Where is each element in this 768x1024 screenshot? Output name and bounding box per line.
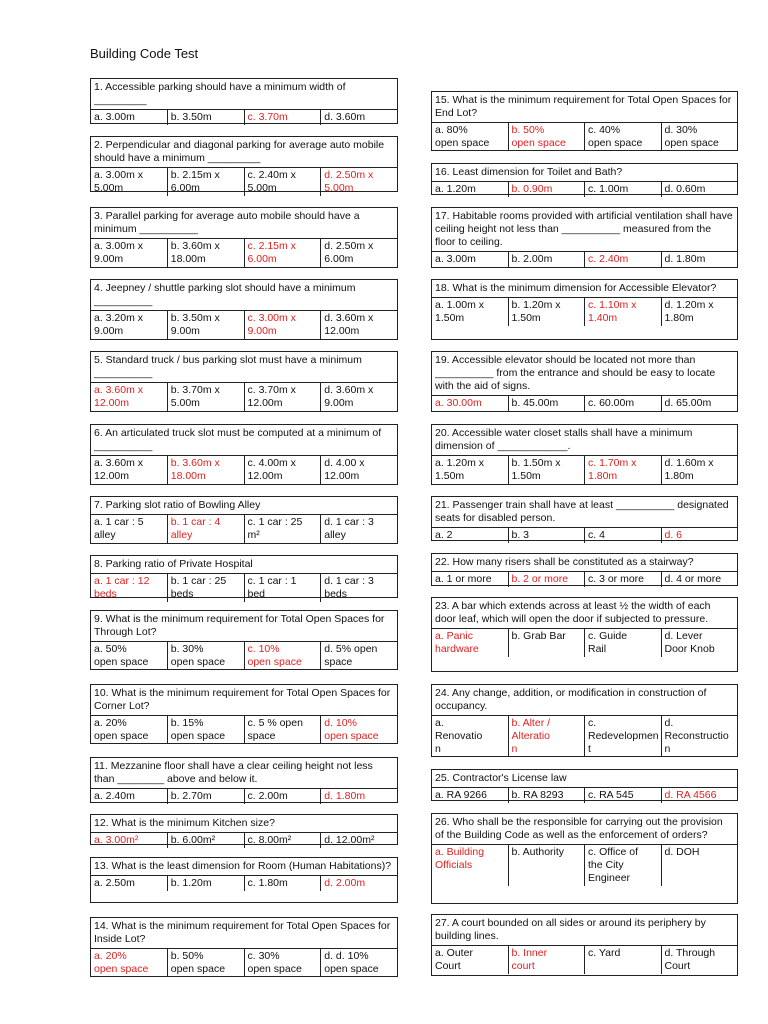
answer-option: d. RA 4566: [661, 788, 738, 803]
question-13: [90, 857, 398, 903]
option: c. 5 % open space: [244, 716, 321, 744]
option: b. 15% open space: [167, 716, 244, 744]
option: b. 50% open space: [167, 949, 244, 977]
question-text: 26. Who shall be the responsible for carrying out the provision of the Building Code as well as the enforcement of orders?: [432, 814, 737, 845]
option: c. Office of the City Engineer: [584, 845, 661, 886]
question-text: 18. What is the minimum dimension for Accessible Elevator?: [432, 280, 737, 298]
option: b. 3.50m: [167, 110, 244, 125]
answer-option: b. Alter / Alteratio n: [508, 716, 585, 757]
option: d. 1 car : 3 alley: [320, 515, 397, 543]
option: c. 8.00m²: [244, 833, 321, 848]
answer-option: a. 20% open space: [94, 950, 149, 975]
option: b. 1.20m: [167, 876, 244, 891]
question-16: [431, 163, 738, 195]
option: b. Grab Bar: [508, 629, 585, 657]
question-5: [90, 351, 398, 412]
option: c. 4: [584, 528, 661, 543]
answer-option: b. 2 or more: [508, 572, 585, 587]
option: c. 2.00m: [244, 789, 321, 804]
question-11: [90, 757, 398, 803]
option-row: [432, 716, 737, 757]
option: a. RA 9266: [435, 789, 487, 801]
option: a. 3.20m x 9.00m: [94, 312, 144, 337]
option: a. 3.00m: [94, 111, 135, 123]
option: c. 3.70m x 12.00m: [244, 383, 321, 411]
answer-option: c. 1.10m x 1.40m: [584, 298, 661, 326]
option: c. Guide Rail: [584, 629, 661, 657]
option-row: [432, 182, 737, 197]
option-row: [432, 123, 737, 151]
question-8: [90, 555, 398, 598]
option: a. 1.20m x 1.50m: [435, 457, 485, 482]
question-text: 7. Parking slot ratio of Bowling Alley: [91, 497, 397, 515]
option-row: [91, 642, 397, 670]
option: d. 1.20m x 1.80m: [661, 298, 738, 326]
answer-option: a. Panic hardware: [435, 630, 479, 655]
option: d. 3.60m x 9.00m: [320, 383, 397, 411]
option: b. RA 8293: [508, 788, 585, 803]
option: c. 4.00m x 12.00m: [244, 456, 321, 484]
answer-option: b. 0.90m: [508, 182, 585, 197]
question-9: [90, 610, 398, 670]
option: a. 1 or more: [435, 573, 492, 585]
option-row: [432, 946, 737, 974]
option: b. 45.00m: [508, 396, 585, 411]
option: b. 6.00m²: [167, 833, 244, 848]
question-text: 9. What is the minimum requirement for Total Open Spaces for Through Lot?: [91, 611, 397, 642]
option: a. 20% open space: [94, 717, 149, 742]
option: c. RA 545: [584, 788, 661, 803]
answer-option: c. 10% open space: [244, 642, 321, 670]
question-text: 15. What is the minimum requirement for Total Open Spaces for End Lot?: [432, 92, 737, 123]
answer-option: d. 1.80m: [320, 789, 397, 804]
option: a. 2.50m: [94, 877, 135, 889]
question-text: 13. What is the least dimension for Room (Human Habitations)?: [91, 858, 397, 876]
option-row: [91, 716, 397, 744]
question-text: 14. What is the minimum requirement for Total Open Spaces for Inside Lot?: [91, 918, 397, 949]
answer-option: a. 30.00m: [435, 397, 482, 409]
option-row: [91, 239, 397, 267]
question-text: 27. A court bounded on all sides or around its periphery by building lines.: [432, 915, 737, 946]
option: c. 1.00m: [584, 182, 661, 197]
answer-option: a. Building Officials: [435, 846, 485, 871]
question-text: 4. Jeepney / shuttle parking slot should have a minimum __________: [91, 280, 397, 311]
question-20: [431, 424, 738, 485]
option: b. Authority: [508, 845, 585, 886]
question-4: [90, 279, 398, 340]
option-row: [432, 845, 737, 886]
answer-option: c. 3.70m: [244, 110, 321, 125]
question-text: 17. Habitable rooms provided with artificial ventilation shall have ceiling height not less than __________ measured from the floor to ceiling.: [432, 208, 737, 252]
option: a. 1.00m x 1.50m: [435, 299, 485, 324]
question-text: 11. Mezzanine floor shall have a clear ceiling height not less than ________ above and below it.: [91, 758, 397, 789]
option: d. Reconstructio n: [661, 716, 738, 757]
answer-option: a. 3.00m²: [94, 834, 139, 846]
option: d. 65.00m: [661, 396, 738, 411]
question-27: [431, 914, 738, 976]
option: d. DOH: [661, 845, 738, 886]
question-text: 12. What is the minimum Kitchen size?: [91, 815, 397, 833]
question-23: [431, 597, 738, 672]
option-row: [432, 298, 737, 326]
option: c. 40% open space: [584, 123, 661, 151]
option: b. 3.60m x 18.00m: [167, 239, 244, 267]
option: a. 3.60m x 12.00m: [94, 457, 144, 482]
option: c. Redevelopmen t: [584, 716, 661, 757]
option: c. 1 car : 1 bed: [244, 574, 321, 602]
question-text: 19. Accessible elevator should be located not more than __________ from the entrance and should be easy to locate with the aid of signs.: [432, 352, 737, 396]
option-row: [432, 788, 737, 803]
option: d. d. 10% open space: [320, 949, 397, 977]
option: d. 1.60m x 1.80m: [661, 456, 738, 484]
answer-option: d. 6: [661, 528, 738, 543]
option: a. 1 car : 5 alley: [94, 516, 144, 541]
answer-option: b. 3.60m x 18.00m: [167, 456, 244, 484]
option: b. 1 car : 25 beds: [167, 574, 244, 602]
answer-option: b. 50% open space: [508, 123, 585, 151]
question-21: [431, 496, 738, 541]
option: b. 3.50m x 9.00m: [167, 311, 244, 339]
option: c. 60.00m: [584, 396, 661, 411]
option: d. 3.60m: [320, 110, 397, 125]
question-12: [90, 814, 398, 845]
option: d. 2.50m x 6.00m: [320, 239, 397, 267]
answer-option: d. 2.00m: [320, 876, 397, 891]
answer-option: c. 1.70m x 1.80m: [584, 456, 661, 484]
option: d. Lever Door Knob: [661, 629, 738, 657]
page-title: Building Code Test: [90, 46, 199, 61]
answer-option: c. 2.15m x 6.00m: [244, 239, 321, 267]
option: d. 30% open space: [661, 123, 738, 151]
answer-option: d. 2.50m x 5.00m: [320, 168, 397, 196]
option: a. Outer Court: [435, 947, 473, 972]
option: c. Yard: [584, 946, 661, 974]
option: a. 3.00m x 9.00m: [94, 240, 144, 265]
option-row: [91, 456, 397, 484]
option: c. 30% open space: [244, 949, 321, 977]
option: b. 2.15m x 6.00m: [167, 168, 244, 196]
option: a. 3.00m x 5.00m: [94, 169, 144, 194]
question-text: 8. Parking ratio of Private Hospital: [91, 556, 397, 574]
option-row: [91, 789, 397, 804]
option-row: [91, 949, 397, 977]
question-19: [431, 351, 738, 412]
option: c. 3 or more: [584, 572, 661, 587]
option-row: [432, 456, 737, 484]
option-row: [432, 629, 737, 657]
question-26: [431, 813, 738, 904]
option-row: [432, 252, 737, 267]
question-text: 25. Contractor's License law: [432, 770, 737, 788]
answer-option: c. 3.00m x 9.00m: [244, 311, 321, 339]
question-6: [90, 424, 398, 485]
option: a. 2.40m: [94, 790, 135, 802]
question-24: [431, 684, 738, 757]
option: b. 2.70m: [167, 789, 244, 804]
option: d. 1.80m: [661, 252, 738, 267]
option: b. 1.20m x 1.50m: [508, 298, 585, 326]
question-text: 20. Accessible water closet stalls shall have a minimum dimension of ____________.: [432, 425, 737, 456]
question-text: 16. Least dimension for Toilet and Bath?: [432, 164, 737, 182]
option: b. 2.00m: [508, 252, 585, 267]
question-text: 3. Parallel parking for average auto mobile should have a minimum __________: [91, 208, 397, 239]
option: a. 3.00m: [435, 253, 476, 265]
option: d. 12.00m²: [320, 833, 397, 848]
question-1: [90, 78, 398, 124]
option: c. 1.80m: [244, 876, 321, 891]
option: d. 4 or more: [661, 572, 738, 587]
option-row: [91, 574, 397, 602]
question-14: [90, 917, 398, 977]
option: b. 1.50m x 1.50m: [508, 456, 585, 484]
option-row: [91, 833, 397, 848]
option: d. 5% open space: [320, 642, 397, 670]
option: d. Through Court: [661, 946, 738, 974]
question-2: [90, 136, 398, 192]
answer-option: b. 1 car : 4 alley: [167, 515, 244, 543]
question-text: 24. Any change, addition, or modification in construction of occupancy.: [432, 685, 737, 716]
question-18: [431, 279, 738, 340]
option: a. 80% open space: [435, 124, 490, 149]
question-10: [90, 684, 398, 744]
option: a. 2: [435, 529, 453, 541]
option-row: [432, 528, 737, 543]
answer-option: d. 10% open space: [320, 716, 397, 744]
option: d. 4.00 x 12.00m: [320, 456, 397, 484]
option-row: [91, 110, 397, 125]
option: d. 3.60m x 12.00m: [320, 311, 397, 339]
question-text: 10. What is the minimum requirement for Total Open Spaces for Corner Lot?: [91, 685, 397, 716]
question-22: [431, 553, 738, 586]
answer-option: a. 1 car : 12 beds: [94, 575, 150, 600]
question-25: [431, 769, 738, 801]
option: c. 1 car : 25 m²: [244, 515, 321, 543]
question-17: [431, 207, 738, 268]
option: a. 50% open space: [94, 643, 149, 668]
question-15: [431, 91, 738, 151]
question-text: 22. How many risers shall be constituted as a stairway?: [432, 554, 737, 572]
answer-option: b. Inner court: [508, 946, 585, 974]
option-row: [91, 168, 397, 196]
question-text: 1. Accessible parking should have a minimum width of _________: [91, 79, 397, 110]
answer-option: c. 2.40m: [584, 252, 661, 267]
option: d. 0.60m: [661, 182, 738, 197]
question-text: 6. An articulated truck slot must be computed at a minimum of __________: [91, 425, 397, 456]
option: b. 3: [508, 528, 585, 543]
question-7: [90, 496, 398, 544]
question-3: [90, 207, 398, 268]
option: a. Renovatio n: [435, 717, 483, 755]
option-row: [91, 876, 397, 891]
option-row: [91, 515, 397, 543]
question-text: 23. A bar which extends across at least ½ the width of each door leaf, which will open the door if subjected to pressure.: [432, 598, 737, 629]
answer-option: a. 3.60m x 12.00m: [94, 384, 144, 409]
option: c. 2.40m x 5.00m: [244, 168, 321, 196]
option: b. 3.70m x 5.00m: [167, 383, 244, 411]
option-row: [91, 383, 397, 411]
option-row: [91, 311, 397, 339]
option: d. 1 car : 3 beds: [320, 574, 397, 602]
question-text: 21. Passenger train shall have at least __________ designated seats for disabled person.: [432, 497, 737, 528]
question-text: 2. Perpendicular and diagonal parking for average auto mobile should have a minimum _________: [91, 137, 397, 168]
option-row: [432, 396, 737, 411]
option: b. 30% open space: [167, 642, 244, 670]
question-text: 5. Standard truck / bus parking slot must have a minimum __________: [91, 352, 397, 383]
option-row: [432, 572, 737, 587]
option: a. 1.20m: [435, 183, 476, 195]
